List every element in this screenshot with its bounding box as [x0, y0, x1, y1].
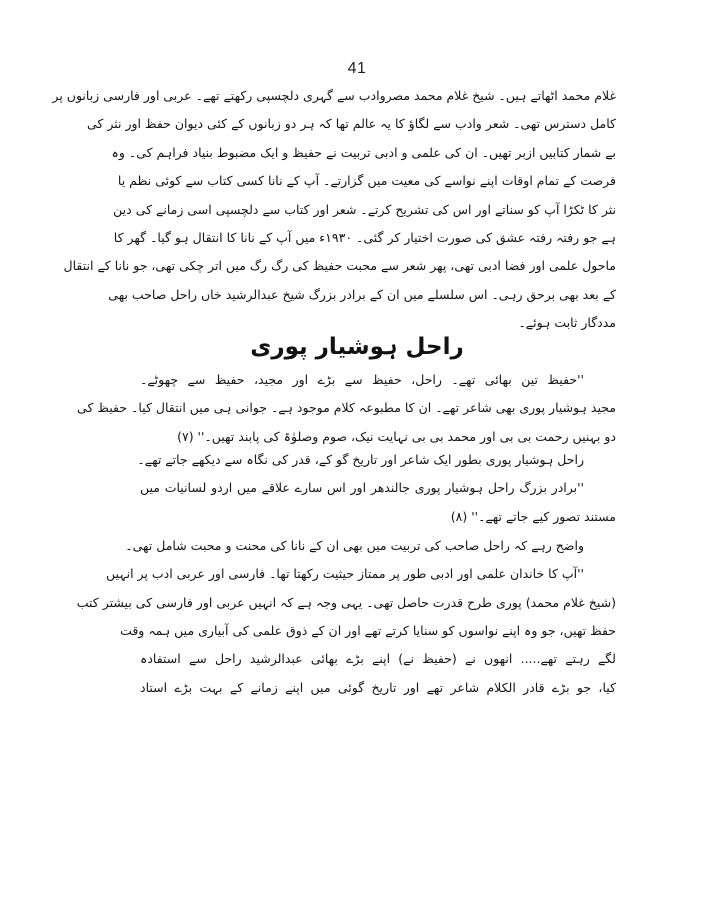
text-line: لگے رہتے تھے..... انھوں نے (حفیظ نے) اپنے بڑے بھائی عبدالرشید راحل سے استفادہ	[140, 651, 616, 667]
text-line: بے شمار کتابیں ازبر تھیں۔ ان کی علمی و ادبی تربیت نے حفیظ و ایک مضبوط بنیاد فراہم کی۔ وہ	[111, 144, 616, 160]
quote-paragraph-4	[120, 617, 616, 702]
text-line: ''آپ کا خاندان علمی اور ادبی طور پر ممتاز حیثیت رکھتا تھا۔ فارسی اور عربی ادب پر انہیں	[105, 566, 584, 582]
quote-paragraph-2	[137, 446, 616, 531]
text-line: دو بہنیں رحمت بی بی اور محمد بی بی نہایت نیک، صوم وصلوٰۃ کی پابند تھیں۔'' (۷)	[177, 428, 616, 444]
quote-paragraph-1	[77, 366, 616, 451]
text-line: نثر کا ٹکڑا آپ کو سناتے اور اس کی تشریح کرتے۔ شعر اور کتاب سے دلچسپی اسی زمانے کی دین	[113, 201, 616, 217]
text-line: راحل ہوشیار پوری بطور ایک شاعر اور تاریخ گو کے، قدر کی نگاہ سے دیکھے جاتے تھے۔	[137, 452, 584, 467]
intro-paragraph	[52, 82, 616, 338]
text-line: ''برادر بزرگ راحل ہوشیار پوری جالندھر اور اس سارے علاقے میں اردو لسانیات میں	[140, 480, 584, 496]
text-line: مستند تصور کیے جاتے تھے۔'' (۸)	[450, 508, 616, 524]
text-line: کیا، جو بڑے قادر الکلام شاعر تھے اور تاریخ گوئی میں اپنے زمانے کے بہت بڑے استاد	[140, 679, 616, 695]
text-line: ''حفیظ تین بھائی تھے۔ راحل، حفیظ سے بڑے اور مجید، حفیظ سے چھوٹے۔	[140, 372, 584, 387]
text-line: حفظ تھیں، جو وہ اپنے نواسوں کو سنایا کرتے تھے اور ان کے ذوق علمی کی آبیاری میں ہمہ وقت	[120, 623, 616, 638]
text-line: فرصت کے تمام اوقات اپنے نواسے کی معیت میں گزارتے۔ آپ کے نانا کسی کتاب سے کوئی نظم یا	[117, 173, 616, 189]
page-number: 41	[347, 60, 367, 77]
text-line: مجید ہوشیار پوری بھی شاعر تھے۔ ان کا مطبوعہ کلام موجود ہے۔ جوانی ہی میں انتقال کیا۔ حفیظ کی	[77, 400, 616, 416]
text-line: کے بعد بھی برحق رہی۔ اس سلسلے میں ان کے برادر بزرگ شیخ عبدالرشید خاں راحل صاحب بھی	[108, 286, 616, 302]
text-line: واضح رہے کہ راحل صاحب کی تربیت میں بھی ان کے نانا کی محنت و محبت شامل تھی۔	[125, 538, 584, 553]
text-line: غلام محمد اٹھاتے ہیں۔ شیخ غلام محمد مصروادب سے گہری دلچسپی رکھتے تھے۔ عربی اور فارسی زبانوں پر	[52, 88, 616, 103]
text-line: ہے جو رفتہ رفتہ عشق کی صورت اختیار کر گئی۔ ۱۹۳۰ء میں آپ کے نانا کا انتقال ہو گیا۔ گھر کا	[113, 229, 616, 245]
text-line: ماحول علمی اور فضا ادبی تھی، پھر شعر سے محبت حفیظ کی رگ رگ میں اتر چکی تھی، جو نانا کے انتقال	[63, 258, 616, 274]
text-line: (شیخ غلام محمد) پوری طرح قدرت حاصل تھی۔ یہی وجہ ہے کہ انہیں عربی اور فارسی کی بیشتر کتب	[76, 594, 616, 610]
text-line: کامل دسترس تھی۔ شعر وادب سے لگاؤ کا یہ عالم تھا کہ ہر دو زبانوں کے کئی دیوان حفظ اور نثر کی	[86, 116, 616, 132]
section-heading: راحل ہوشیار پوری	[250, 334, 464, 360]
text-line: مددگار ثابت ہوئے۔	[518, 315, 616, 331]
quote-paragraph-3	[76, 532, 616, 617]
